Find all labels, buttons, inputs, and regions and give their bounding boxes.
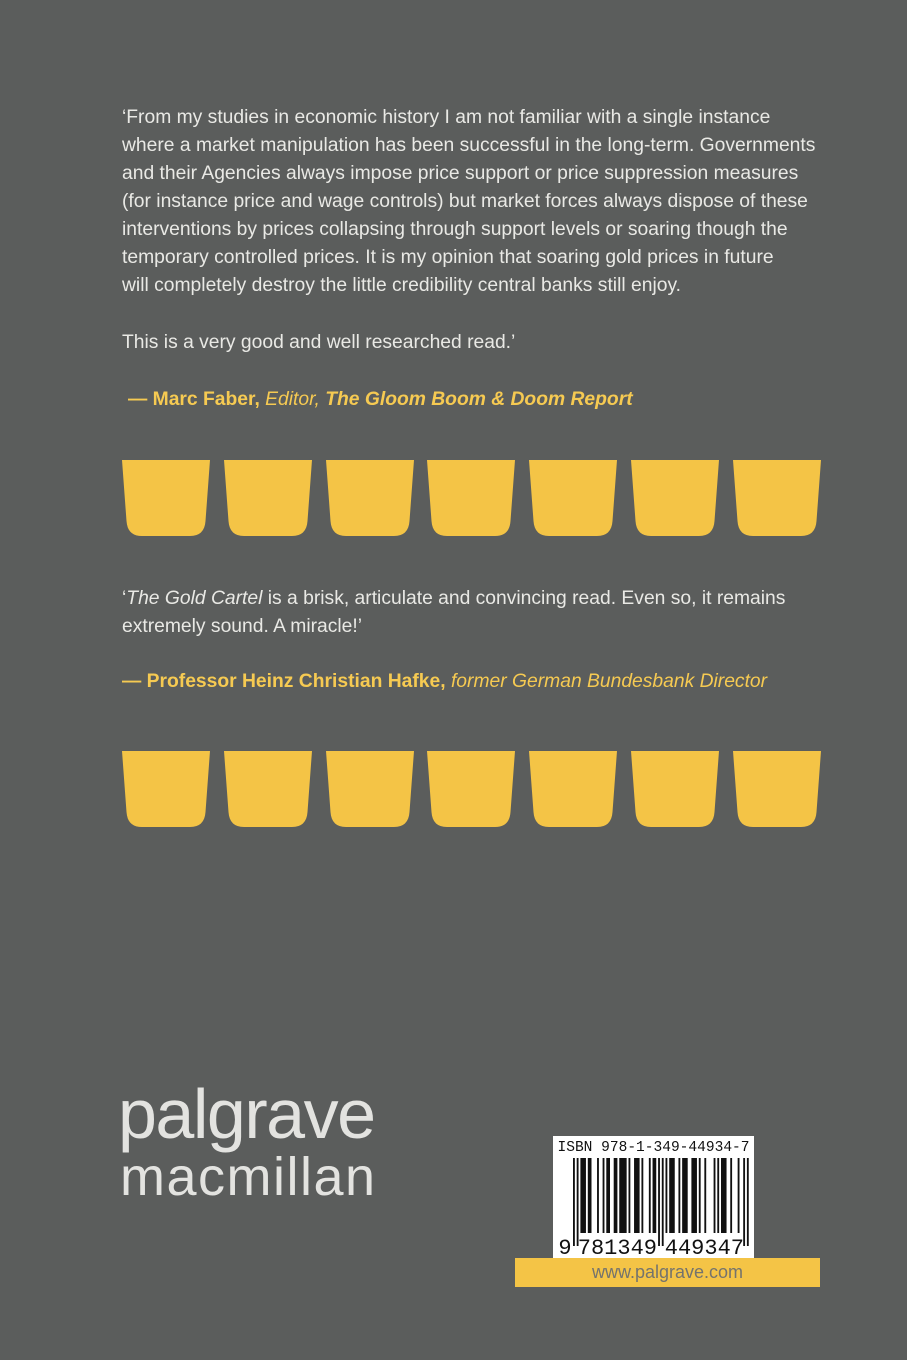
barcode-graphic bbox=[553, 1136, 754, 1258]
attribution-name: Professor Heinz Christian Hafke, bbox=[146, 671, 446, 692]
quote-line bbox=[122, 585, 785, 613]
cup-shape bbox=[326, 751, 414, 827]
cup-shape bbox=[122, 460, 210, 536]
attribution-role: former German Bundesbank Director bbox=[450, 671, 768, 692]
barcode-bar bbox=[678, 1158, 680, 1233]
isbn-barcode bbox=[553, 1136, 754, 1258]
barcode-bar bbox=[717, 1158, 719, 1233]
attribution-dash: — bbox=[122, 671, 142, 692]
quote-heinz-hafke bbox=[122, 585, 785, 641]
quote-marc-faber bbox=[122, 104, 815, 300]
barcode-digits-right: 449347 bbox=[664, 1236, 745, 1258]
barcode-bar bbox=[641, 1158, 643, 1233]
attribution-heinz-hafke bbox=[122, 668, 767, 696]
barcode-bar bbox=[699, 1158, 701, 1233]
publisher-logo-palgrave: palgrave bbox=[118, 1075, 375, 1153]
barcode-guard-bar bbox=[747, 1158, 749, 1246]
cup-shape bbox=[631, 460, 719, 536]
quote-text: is a brisk, articulate and convincing read. Even so, it remains bbox=[267, 588, 786, 609]
quote-closing-line: This is a very good and well researched read.’ bbox=[122, 332, 516, 353]
cup-row bbox=[122, 460, 821, 536]
barcode-bar bbox=[730, 1158, 732, 1233]
cup-shape bbox=[224, 460, 312, 536]
attribution-role: Editor, bbox=[265, 389, 320, 410]
barcode-guard-bar bbox=[662, 1158, 664, 1246]
attribution-marc-faber bbox=[128, 386, 633, 414]
cup-shape bbox=[326, 460, 414, 536]
quote-line: where a market manipulation has been successful in the long-term. Governments bbox=[122, 135, 816, 156]
barcode-guard-bar bbox=[573, 1158, 575, 1246]
barcode-bar bbox=[597, 1158, 599, 1233]
barcode-digits-left: 781349 bbox=[577, 1236, 658, 1258]
attribution-publication: The Gloom Boom & Doom Report bbox=[325, 389, 633, 410]
isbn-label: ISBN 978-1-349-44934-7 bbox=[557, 1140, 750, 1156]
barcode-bar bbox=[614, 1158, 618, 1233]
barcode-bar bbox=[634, 1158, 640, 1233]
book-title: The Gold Cartel bbox=[126, 588, 263, 609]
cup-shape bbox=[733, 751, 821, 827]
cup-shape bbox=[122, 751, 210, 827]
cup-shape bbox=[631, 751, 719, 827]
website-strip bbox=[515, 1258, 820, 1287]
cup-shape bbox=[529, 751, 617, 827]
barcode-digit-first: 9 bbox=[558, 1236, 572, 1258]
quote-line: temporary controlled prices. It is my opinion that soaring gold prices in future bbox=[122, 247, 774, 268]
barcode-bar bbox=[580, 1158, 586, 1233]
website-url: www.palgrave.com bbox=[591, 1262, 744, 1282]
barcode-bar bbox=[666, 1158, 668, 1233]
barcode-bar bbox=[704, 1158, 706, 1233]
barcode-guard-bar bbox=[577, 1158, 579, 1246]
cup-shape bbox=[427, 460, 515, 536]
barcode-bar bbox=[682, 1158, 688, 1233]
barcode-bar bbox=[603, 1158, 605, 1233]
publisher-logo-macmillan: macmillan bbox=[120, 1147, 377, 1207]
barcode-guard-bar bbox=[658, 1158, 660, 1246]
barcode-bar bbox=[649, 1158, 651, 1233]
barcode-bar bbox=[669, 1158, 675, 1233]
attribution-name: Marc Faber, bbox=[152, 389, 260, 410]
cup-shape bbox=[529, 460, 617, 536]
barcode-bar bbox=[619, 1158, 626, 1233]
barcode-bar bbox=[714, 1158, 716, 1233]
quote-line: ‘From my studies in economic history I am not familiar with a single instance bbox=[122, 107, 771, 128]
barcode-bar bbox=[721, 1158, 727, 1233]
quote-line: interventions by prices collapsing through support levels or soaring though the bbox=[122, 219, 788, 240]
cup-shape bbox=[427, 751, 515, 827]
cup-shape bbox=[224, 751, 312, 827]
barcode-bar bbox=[606, 1158, 610, 1233]
barcode-bar bbox=[738, 1158, 740, 1233]
barcode-guard-bar bbox=[743, 1158, 745, 1246]
quote-line: extremely sound. A miracle!’ bbox=[122, 616, 363, 637]
quote-open-mark: ‘ bbox=[122, 588, 127, 609]
barcode-bars bbox=[573, 1158, 749, 1246]
cup-shape bbox=[733, 460, 821, 536]
quote-line: and their Agencies always impose price support or price suppression measures bbox=[122, 163, 799, 184]
barcode-bar bbox=[691, 1158, 697, 1233]
barcode-bar bbox=[588, 1158, 592, 1233]
cup-row bbox=[122, 751, 821, 827]
quote-line: will completely destroy the little credibility central banks still enjoy. bbox=[122, 275, 682, 296]
barcode-bar bbox=[653, 1158, 657, 1233]
quote-line: (for instance price and wage controls) but market forces always dispose of these bbox=[122, 191, 808, 212]
quote-closing bbox=[122, 329, 515, 357]
attribution-dash: — bbox=[128, 389, 148, 410]
barcode-bar bbox=[629, 1158, 631, 1233]
